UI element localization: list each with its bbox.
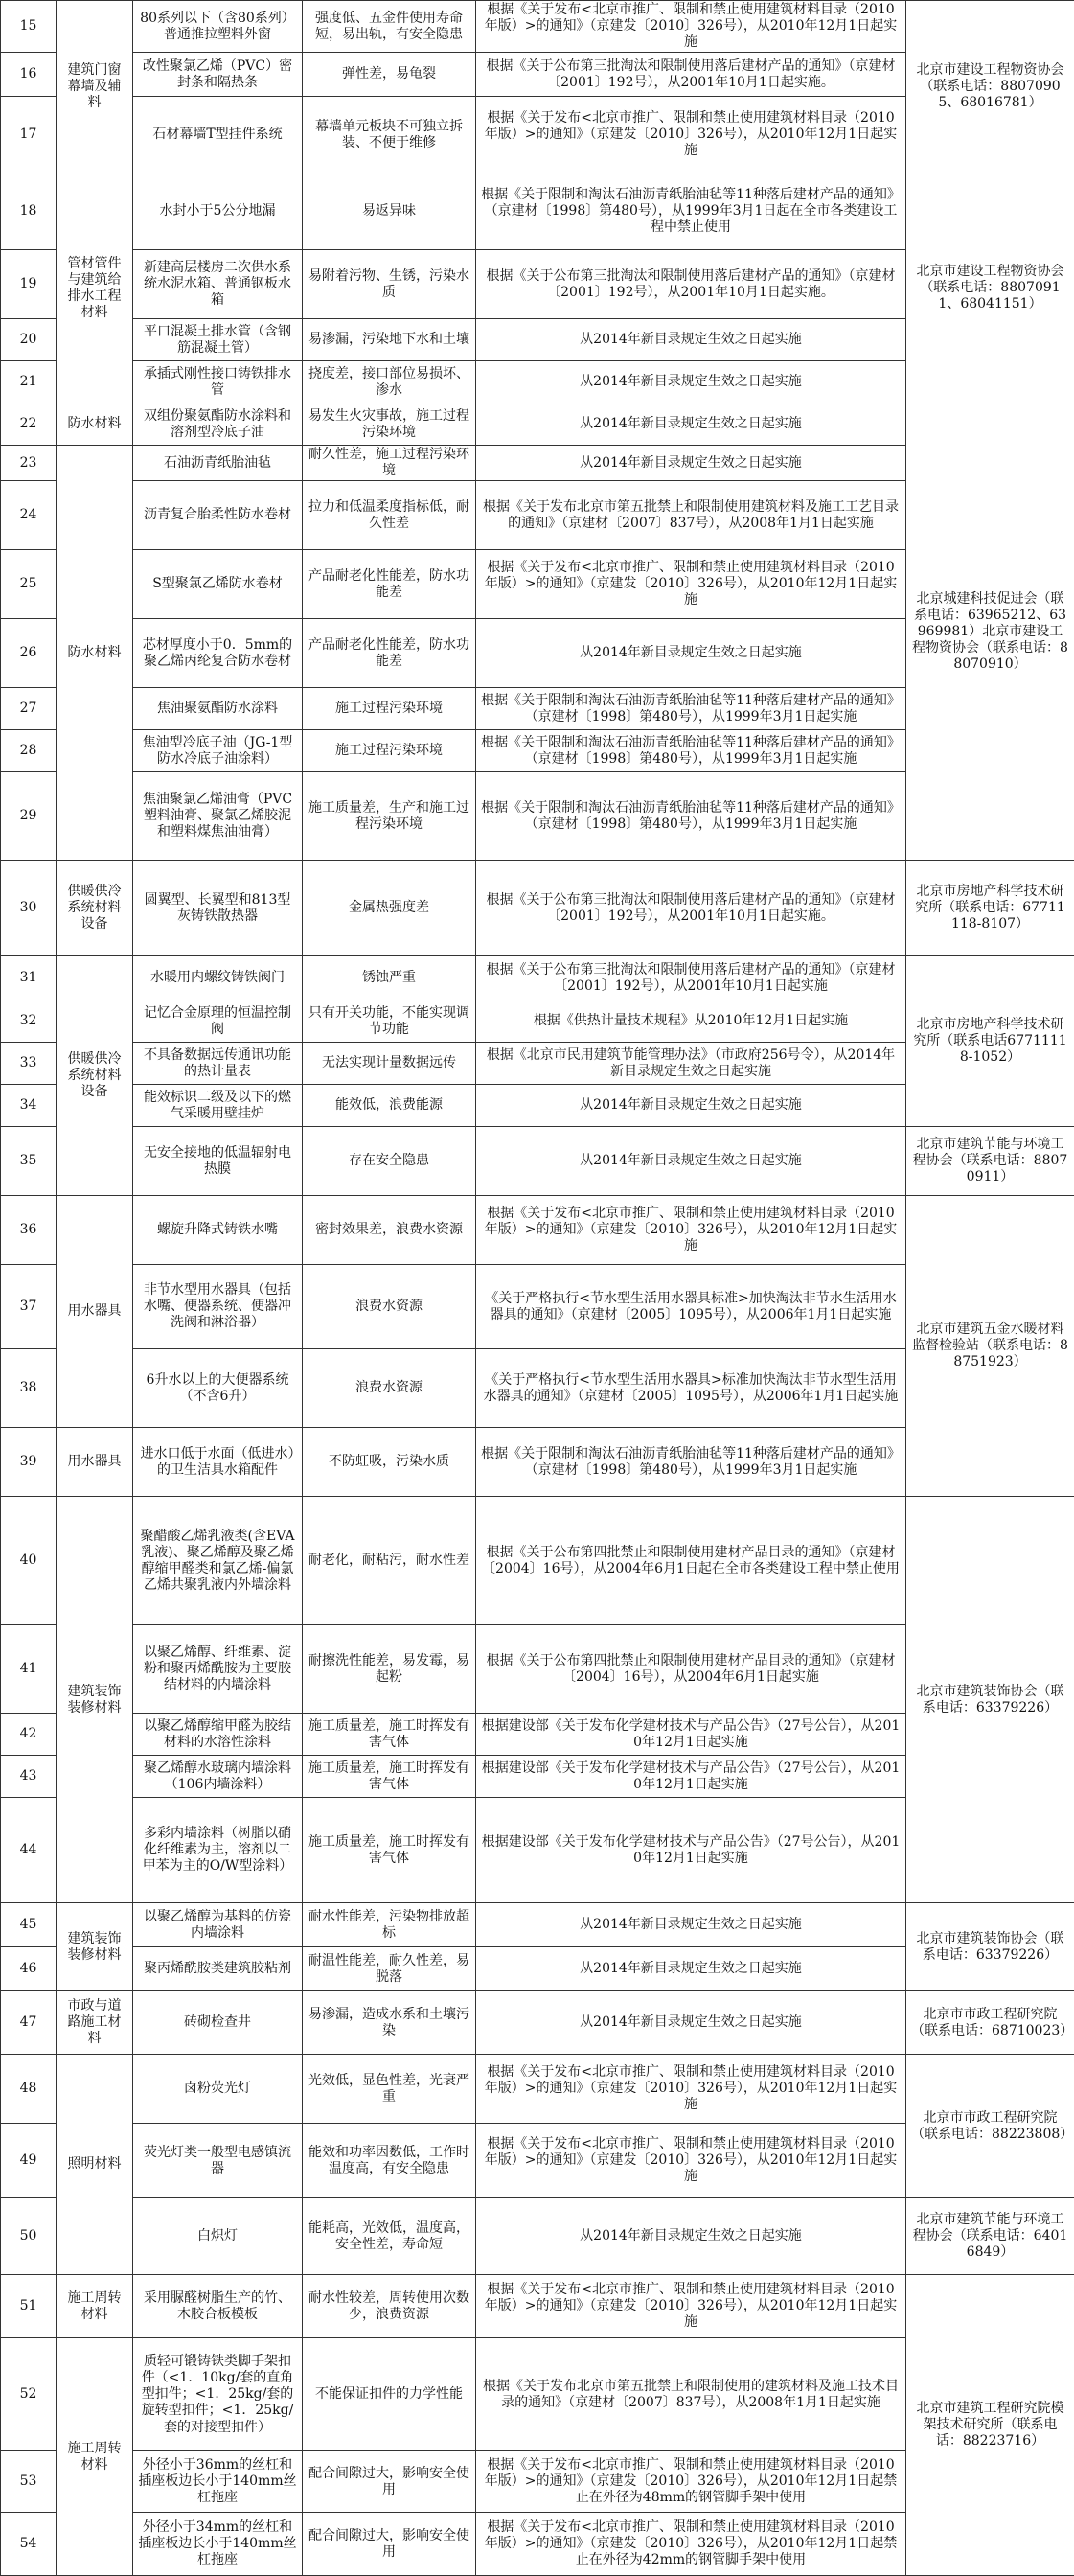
row-number: 22 bbox=[1, 403, 57, 446]
elimination-reason: 易附着污物、生锈，污染水质 bbox=[303, 250, 476, 319]
elimination-reason: 易渗漏，污染地下水和土壤 bbox=[303, 319, 476, 361]
regulation-basis: 从2014年新目录规定生效之日起实施 bbox=[476, 361, 906, 403]
row-number: 27 bbox=[1, 688, 57, 730]
elimination-reason: 强度低、五金件使用寿命短，易出轨，有安全隐患 bbox=[303, 1, 476, 53]
elimination-reason: 存在安全隐患 bbox=[303, 1127, 476, 1196]
row-number: 52 bbox=[1, 2338, 57, 2451]
elimination-reason: 施工过程污染环境 bbox=[303, 730, 476, 772]
row-number: 20 bbox=[1, 319, 57, 361]
regulation-basis: 根据建设部《关于发布化学建材技术与产品公告》（27号公告），从2010年12月1日起实施 bbox=[476, 1798, 906, 1903]
regulation-basis: 根据《关于限制和淘汰石油沥青纸胎油毡等11种落后建材产品的通知》（京建材〔1998〕第480号），从1999年3月1日起实施 bbox=[476, 772, 906, 861]
product-name: 圆翼型、长翼型和813型灰铸铁散热器 bbox=[133, 861, 303, 956]
category-cell: 施工周转材料 bbox=[57, 2338, 133, 2576]
row-number: 37 bbox=[1, 1265, 57, 1349]
elimination-reason: 耐温性能差，耐久性差，易脱落 bbox=[303, 1947, 476, 1991]
row-number: 44 bbox=[1, 1798, 57, 1903]
table-row bbox=[1, 2198, 1074, 2275]
row-number: 25 bbox=[1, 550, 57, 619]
product-name: 螺旋升降式铸铁水嘴 bbox=[133, 1196, 303, 1265]
product-name: 无安全接地的低温辐射电热膜 bbox=[133, 1127, 303, 1196]
product-name: 聚醋酸乙烯乳液类(含EVA乳液)、聚乙烯醇及聚乙烯醇缩甲醛类和氯乙烯-偏氯乙烯共聚乳液内外墙涂料 bbox=[133, 1497, 303, 1625]
contact-cell: 北京城建科技促进会（联系电话：63965212、63969981）北京市建设工程物资协会（联系电话：88070910） bbox=[906, 403, 1074, 861]
regulation-basis: 根据《关于公布第三批淘汰和限制使用落后建材产品的通知》（京建材〔2001〕192号），从2001年10月1日起实施 bbox=[476, 956, 906, 1000]
product-name: 石材幕墙T型挂件系统 bbox=[133, 97, 303, 173]
elimination-reason: 配合间隙过大，影响安全使用 bbox=[303, 2451, 476, 2513]
table-row bbox=[1, 1497, 1074, 1625]
product-name: 多彩内墙涂料（树脂以硝化纤维素为主，溶剂以二甲苯为主的O/W型涂料） bbox=[133, 1798, 303, 1903]
row-number: 48 bbox=[1, 2055, 57, 2124]
table-row bbox=[1, 1127, 1074, 1196]
product-name: 采用脲醛树脂生产的竹、木胶合板模板 bbox=[133, 2275, 303, 2338]
category-cell: 建筑门窗幕墙及辅料 bbox=[57, 1, 133, 173]
product-name: 外径小于34mm的丝杠和插座板边长小于140mm丝杠拖座 bbox=[133, 2513, 303, 2576]
elimination-reason: 挠度差，接口部位易损坏、渗水 bbox=[303, 361, 476, 403]
regulation-basis: 从2014年新目录规定生效之日起实施 bbox=[476, 619, 906, 688]
elimination-reason: 密封效果差，浪费水资源 bbox=[303, 1196, 476, 1265]
category-cell: 施工周转材料 bbox=[57, 2275, 133, 2338]
row-number: 17 bbox=[1, 97, 57, 173]
regulation-basis: 根据《关于限制和淘汰石油沥青纸胎油毡等11种落后建材产品的通知》（京建材〔1998〕第480号），从1999年3月1日起实施 bbox=[476, 688, 906, 730]
regulation-basis: 根据《供热计量技术规程》从2010年12月1日起实施 bbox=[476, 1000, 906, 1043]
product-name: 聚丙烯酰胺类建筑胶粘剂 bbox=[133, 1947, 303, 1991]
row-number: 46 bbox=[1, 1947, 57, 1991]
table-row bbox=[1, 2275, 1074, 2338]
row-number: 30 bbox=[1, 861, 57, 956]
row-number: 50 bbox=[1, 2198, 57, 2275]
row-number: 24 bbox=[1, 481, 57, 550]
category-cell: 建筑装饰装修材料 bbox=[57, 1903, 133, 1991]
product-name: 水封小于5公分地漏 bbox=[133, 173, 303, 250]
table-row bbox=[1, 861, 1074, 956]
elimination-reason: 易渗漏，造成水系和土壤污染 bbox=[303, 1991, 476, 2055]
elimination-reason: 易返异味 bbox=[303, 173, 476, 250]
row-number: 33 bbox=[1, 1043, 57, 1085]
row-number: 32 bbox=[1, 1000, 57, 1043]
row-number: 51 bbox=[1, 2275, 57, 2338]
row-number: 40 bbox=[1, 1497, 57, 1625]
elimination-reason: 产品耐老化性能差，防水功能差 bbox=[303, 619, 476, 688]
product-name: 焦油聚氯乙烯油膏（PVC塑料油膏、聚氯乙烯胶泥和塑料煤焦油油膏） bbox=[133, 772, 303, 861]
row-number: 49 bbox=[1, 2124, 57, 2198]
row-number: 21 bbox=[1, 361, 57, 403]
table-row bbox=[1, 173, 1074, 250]
regulation-basis: 《关于严格执行<节水型生活用水器具>标准加快淘汰非节水型生活用水器具的通知》（京建材〔2005〕1095号），从2006年1月1日起实施 bbox=[476, 1349, 906, 1428]
elimination-reason: 配合间隙过大，影响安全使用 bbox=[303, 2513, 476, 2576]
regulation-basis: 从2014年新目录规定生效之日起实施 bbox=[476, 1127, 906, 1196]
row-number: 16 bbox=[1, 53, 57, 97]
product-name: 荧光灯类一般型电感镇流器 bbox=[133, 2124, 303, 2198]
contact-cell: 北京市建设工程物资协会（联系电话：88070905、68016781） bbox=[906, 1, 1074, 173]
row-number: 29 bbox=[1, 772, 57, 861]
row-number: 35 bbox=[1, 1127, 57, 1196]
product-name: 以聚乙烯醇为基料的仿瓷内墙涂料 bbox=[133, 1903, 303, 1947]
regulation-basis: 从2014年新目录规定生效之日起实施 bbox=[476, 1903, 906, 1947]
regulation-basis: 根据《关于发布<北京市推广、限制和禁止使用建筑材料目录（2010年版）>的通知》（京建发〔2010〕326号），从2010年12月1日起实施 bbox=[476, 97, 906, 173]
elimination-reason: 不防虹吸，污染水质 bbox=[303, 1428, 476, 1497]
elimination-reason: 施工质量差，施工时挥发有害气体 bbox=[303, 1714, 476, 1756]
regulation-basis: 根据《关于公布第四批禁止和限制使用建材产品目录的通知》（京建材〔2004〕16号），从2004年6月1日起实施 bbox=[476, 1625, 906, 1714]
regulation-basis: 根据建设部《关于发布化学建材技术与产品公告》（27号公告），从2010年12月1日起实施 bbox=[476, 1714, 906, 1756]
product-name: 80系列以下（含80系列）普通推拉塑料外窗 bbox=[133, 1, 303, 53]
regulation-basis: 根据《关于发布<北京市推广、限制和禁止使用建筑材料目录（2010年版）>的通知》（京建发〔2010〕326号），从2010年12月1日起禁止在外径为42mm的钢管脚手架中使用 bbox=[476, 2513, 906, 2576]
regulation-basis: 根据《关于发布<北京市推广、限制和禁止使用建筑材料目录（2010年版）>的通知》（京建发〔2010〕326号），从2010年12月1日起实施 bbox=[476, 2055, 906, 2124]
category-cell: 用水器具 bbox=[57, 1196, 133, 1428]
elimination-reason: 无法实现计量数据远传 bbox=[303, 1043, 476, 1085]
regulation-basis: 根据《关于限制和淘汰石油沥青纸胎油毡等11种落后建材产品的通知》（京建材〔1998〕第480号），从1999年3月1日起在全市各类建设工程中禁止使用 bbox=[476, 173, 906, 250]
product-name: 白炽灯 bbox=[133, 2198, 303, 2275]
product-name: 石油沥青纸胎油毡 bbox=[133, 446, 303, 481]
elimination-reason: 弹性差，易龟裂 bbox=[303, 53, 476, 97]
product-name: 以聚乙烯醇、纤维素、淀粉和聚丙烯酰胺为主要胶结材料的内墙涂料 bbox=[133, 1625, 303, 1714]
table-row bbox=[1, 403, 1074, 446]
product-name: 焦油聚氨酯防水涂料 bbox=[133, 688, 303, 730]
regulation-basis: 根据《关于限制和淘汰石油沥青纸胎油毡等11种落后建材产品的通知》（京建材〔1998〕第480号），从1999年3月1日起实施 bbox=[476, 730, 906, 772]
elimination-reason: 能耗高，光效低，温度高，安全性差，寿命短 bbox=[303, 2198, 476, 2275]
row-number: 28 bbox=[1, 730, 57, 772]
elimination-reason: 不能保证扣件的力学性能 bbox=[303, 2338, 476, 2451]
regulation-basis: 根据建设部《关于发布化学建材技术与产品公告》（27号公告），从2010年12月1日起实施 bbox=[476, 1756, 906, 1798]
elimination-reason: 耐水性较差，周转使用次数少，浪费资源 bbox=[303, 2275, 476, 2338]
contact-cell: 北京市建筑节能与环境工程协会（联系电话：88070911） bbox=[906, 1127, 1074, 1196]
elimination-reason: 金属热强度差 bbox=[303, 861, 476, 956]
category-cell: 用水器具 bbox=[57, 1428, 133, 1497]
row-number: 53 bbox=[1, 2451, 57, 2513]
product-name: 聚乙烯醇水玻璃内墙涂料（106内墙涂料） bbox=[133, 1756, 303, 1798]
row-number: 41 bbox=[1, 1625, 57, 1714]
product-name: 芯材厚度小于0．5mm的聚乙烯丙纶复合防水卷材 bbox=[133, 619, 303, 688]
regulation-basis: 根据《关于公布第三批淘汰和限制使用落后建材产品的通知》（京建材〔2001〕192号），从2001年10月1日起实施。 bbox=[476, 861, 906, 956]
product-name: 6升水以上的大便器系统（不含6升） bbox=[133, 1349, 303, 1428]
row-number: 15 bbox=[1, 1, 57, 53]
product-name: S型聚氯乙烯防水卷材 bbox=[133, 550, 303, 619]
contact-cell: 北京市建设工程物资协会（联系电话：88070911、68041151） bbox=[906, 173, 1074, 403]
elimination-reason: 施工质量差，施工时挥发有害气体 bbox=[303, 1756, 476, 1798]
row-number: 19 bbox=[1, 250, 57, 319]
category-cell: 市政与道路施工材料 bbox=[57, 1991, 133, 2055]
elimination-reason: 施工质量差，施工时挥发有害气体 bbox=[303, 1798, 476, 1903]
row-number: 34 bbox=[1, 1085, 57, 1127]
regulation-basis: 根据《关于发布<北京市推广、限制和禁止使用建筑材料目录（2010年版）>的通知》（京建发〔2010〕326号），从2010年12月1日起实施 bbox=[476, 2124, 906, 2198]
regulation-basis: 根据《关于发布<北京市推广、限制和禁止使用建筑材料目录（2010年版）>的通知》（京建发〔2010〕326号），从2010年12月1日起实施 bbox=[476, 1196, 906, 1265]
contact-cell: 北京市房地产科学技术研究所（联系电话：67711118-8107） bbox=[906, 861, 1074, 956]
product-name: 承插式刚性接口铸铁排水管 bbox=[133, 361, 303, 403]
regulation-basis: 根据《关于发布北京市第五批禁止和限制使用的建筑材料及施工技术目录的通知》（京建材〔2007〕837号），从2008年1月1日起实施 bbox=[476, 2338, 906, 2451]
product-name: 外径小于36mm的丝杠和插座板边长小于140mm丝杠拖座 bbox=[133, 2451, 303, 2513]
regulation-basis: 根据《关于公布第三批淘汰和限制使用落后建材产品的通知》（京建材〔2001〕192号），从2001年10月1日起实施。 bbox=[476, 53, 906, 97]
row-number: 42 bbox=[1, 1714, 57, 1756]
product-name: 能效标识二级及以下的燃气采暖用壁挂炉 bbox=[133, 1085, 303, 1127]
product-name: 不具备数据远传通讯功能的热计量表 bbox=[133, 1043, 303, 1085]
regulation-basis: 根据《北京市民用建筑节能管理办法》（市政府256号令），从2014年新目录规定生效之日起实施 bbox=[476, 1043, 906, 1085]
table-row bbox=[1, 956, 1074, 1000]
category-cell: 防水材料 bbox=[57, 403, 133, 446]
contact-cell: 北京市建筑五金水暖材料监督检验站（联系电话：88751923） bbox=[906, 1196, 1074, 1497]
regulation-basis: 从2014年新目录规定生效之日起实施 bbox=[476, 1991, 906, 2055]
regulation-basis: 从2014年新目录规定生效之日起实施 bbox=[476, 1085, 906, 1127]
table-row bbox=[1, 1, 1074, 53]
elimination-reason: 光效低，显色性差，光衰严重 bbox=[303, 2055, 476, 2124]
regulation-basis: 从2014年新目录规定生效之日起实施 bbox=[476, 446, 906, 481]
table-row bbox=[1, 1196, 1074, 1265]
elimination-reason: 拉力和低温柔度指标低，耐久性差 bbox=[303, 481, 476, 550]
regulation-basis: 《关于严格执行<节水型生活用水器具标准>加快淘汰非节水生活用水器具的通知》（京建材〔2005〕1095号），从2006年1月1日起实施 bbox=[476, 1265, 906, 1349]
product-name: 砖砌检查井 bbox=[133, 1991, 303, 2055]
category-cell: 供暖供冷系统材料设备 bbox=[57, 861, 133, 956]
table-row bbox=[1, 1991, 1074, 2055]
elimination-reason: 耐久性差，施工过程污染环境 bbox=[303, 446, 476, 481]
row-number: 43 bbox=[1, 1756, 57, 1798]
product-name: 以聚乙烯醇缩甲醛为胶结材料的水溶性涂料 bbox=[133, 1714, 303, 1756]
elimination-reason: 易发生火灾事故，施工过程污染环境 bbox=[303, 403, 476, 446]
elimination-reason: 幕墙单元板块不可独立拆装、不便于维修 bbox=[303, 97, 476, 173]
regulation-basis: 根据《关于发布<北京市推广、限制和禁止使用建筑材料目录（2010年版）>的通知》（京建发〔2010〕326号），从2010年12月1日起实施 bbox=[476, 550, 906, 619]
product-name: 新建高层楼房二次供水系统水泥水箱、普通钢板水箱 bbox=[133, 250, 303, 319]
elimination-reason: 耐擦洗性能差，易发霉，易起粉 bbox=[303, 1625, 476, 1714]
elimination-reason: 锈蚀严重 bbox=[303, 956, 476, 1000]
product-name: 水暖用内螺纹铸铁阀门 bbox=[133, 956, 303, 1000]
product-name: 卤粉荧光灯 bbox=[133, 2055, 303, 2124]
category-cell: 防水材料 bbox=[57, 446, 133, 861]
product-name: 非节水型用水器具（包括水嘴、便器系统、便器冲洗阀和淋浴器） bbox=[133, 1265, 303, 1349]
elimination-reason: 耐老化，耐粘污，耐水性差 bbox=[303, 1497, 476, 1625]
regulation-basis: 根据《关于限制和淘汰石油沥青纸胎油毡等11种落后建材产品的通知》（京建材〔1998〕第480号），从1999年3月1日起实施 bbox=[476, 1428, 906, 1497]
elimination-reason: 浪费水资源 bbox=[303, 1349, 476, 1428]
table-row bbox=[1, 2055, 1074, 2124]
elimination-reason: 能效和功率因数低，工作时温度高，有安全隐患 bbox=[303, 2124, 476, 2198]
contact-cell: 北京市建筑节能与环境工程协会（联系电话：64016849） bbox=[906, 2198, 1074, 2275]
regulation-basis: 根据《关于发布<北京市推广、限制和禁止使用建筑材料目录（2010年版）>的通知》（京建发〔2010〕326号），从2010年12月1日起实施 bbox=[476, 1, 906, 53]
row-number: 45 bbox=[1, 1903, 57, 1947]
category-cell: 照明材料 bbox=[57, 2055, 133, 2275]
row-number: 47 bbox=[1, 1991, 57, 2055]
regulation-basis: 根据《关于发布<北京市推广、限制和禁止使用建筑材料目录（2010年版）>的通知》（京建发〔2010〕326号），从2010年12月1日起实施 bbox=[476, 2275, 906, 2338]
contact-cell: 北京市市政工程研究院（联系电话：88223808） bbox=[906, 2055, 1074, 2198]
product-name: 沥青复合胎柔性防水卷材 bbox=[133, 481, 303, 550]
regulation-basis: 根据《关于公布第三批淘汰和限制使用落后建材产品的通知》（京建材〔2001〕192号），从2001年10月1日起实施。 bbox=[476, 250, 906, 319]
product-name: 焦油型冷底子油（JG-1型防水冷底子油涂料） bbox=[133, 730, 303, 772]
contact-cell: 北京市建筑工程研究院模架技术研究所（联系电话：88223716） bbox=[906, 2275, 1074, 2576]
elimination-reason: 只有开关功能，不能实现调节功能 bbox=[303, 1000, 476, 1043]
regulation-basis: 从2014年新目录规定生效之日起实施 bbox=[476, 319, 906, 361]
row-number: 36 bbox=[1, 1196, 57, 1265]
row-number: 39 bbox=[1, 1428, 57, 1497]
row-number: 18 bbox=[1, 173, 57, 250]
category-cell: 建筑装饰装修材料 bbox=[57, 1497, 133, 1903]
contact-cell: 北京市建筑装饰协会（联系电话：63379226） bbox=[906, 1497, 1074, 1903]
regulation-basis: 根据《关于公布第四批禁止和限制使用建材产品目录的通知》（京建材〔2004〕16号），从2004年6月1日起在全市各类建设工程中禁止使用 bbox=[476, 1497, 906, 1625]
elimination-reason: 施工过程污染环境 bbox=[303, 688, 476, 730]
regulation-basis: 从2014年新目录规定生效之日起实施 bbox=[476, 1947, 906, 1991]
product-name: 记忆合金原理的恒温控制阀 bbox=[133, 1000, 303, 1043]
regulation-basis: 根据《关于发布北京市第五批禁止和限制使用建筑材料及施工工艺目录的通知》（京建材〔2007〕837号），从2008年1月1日起实施 bbox=[476, 481, 906, 550]
elimination-reason: 产品耐老化性能差，防水功能差 bbox=[303, 550, 476, 619]
row-number: 38 bbox=[1, 1349, 57, 1428]
product-name: 平口混凝土排水管（含钢筋混凝土管） bbox=[133, 319, 303, 361]
contact-cell: 北京市建筑装饰协会（联系电话：63379226） bbox=[906, 1903, 1074, 1991]
product-name: 质轻可锻铸铁类脚手架扣件（<1．10kg/套的直角型扣件；<1．25kg/套的旋转型扣件；<1．25kg/套的对接型扣件） bbox=[133, 2338, 303, 2451]
table-row bbox=[1, 1903, 1074, 1947]
regulation-basis: 根据《关于发布<北京市推广、限制和禁止使用建筑材料目录（2010年版）>的通知》（京建发〔2010〕326号），从2010年12月1日起禁止在外径为48mm的钢管脚手架中使用 bbox=[476, 2451, 906, 2513]
category-cell: 管材管件与建筑给排水工程材料 bbox=[57, 173, 133, 403]
row-number: 31 bbox=[1, 956, 57, 1000]
product-name: 改性聚氯乙烯（PVC）密封条和隔热条 bbox=[133, 53, 303, 97]
row-number: 23 bbox=[1, 446, 57, 481]
product-name: 进水口低于水面（低进水）的卫生洁具水箱配件 bbox=[133, 1428, 303, 1497]
elimination-reason: 能效低，浪费能源 bbox=[303, 1085, 476, 1127]
regulation-basis: 从2014年新目录规定生效之日起实施 bbox=[476, 2198, 906, 2275]
product-name: 双组份聚氨酯防水涂料和溶剂型冷底子油 bbox=[133, 403, 303, 446]
elimination-reason: 施工质量差，生产和施工过程污染环境 bbox=[303, 772, 476, 861]
contact-cell: 北京市市政工程研究院（联系电话：68710023） bbox=[906, 1991, 1074, 2055]
row-number: 54 bbox=[1, 2513, 57, 2576]
elimination-reason: 耐水性能差，污染物排放超标 bbox=[303, 1903, 476, 1947]
elimination-reason: 浪费水资源 bbox=[303, 1265, 476, 1349]
contact-cell: 北京市房地产科学技术研究所（联系电话67711118-1052） bbox=[906, 956, 1074, 1127]
regulation-basis: 从2014年新目录规定生效之日起实施 bbox=[476, 403, 906, 446]
row-number: 26 bbox=[1, 619, 57, 688]
category-cell: 供暖供冷系统材料设备 bbox=[57, 956, 133, 1196]
